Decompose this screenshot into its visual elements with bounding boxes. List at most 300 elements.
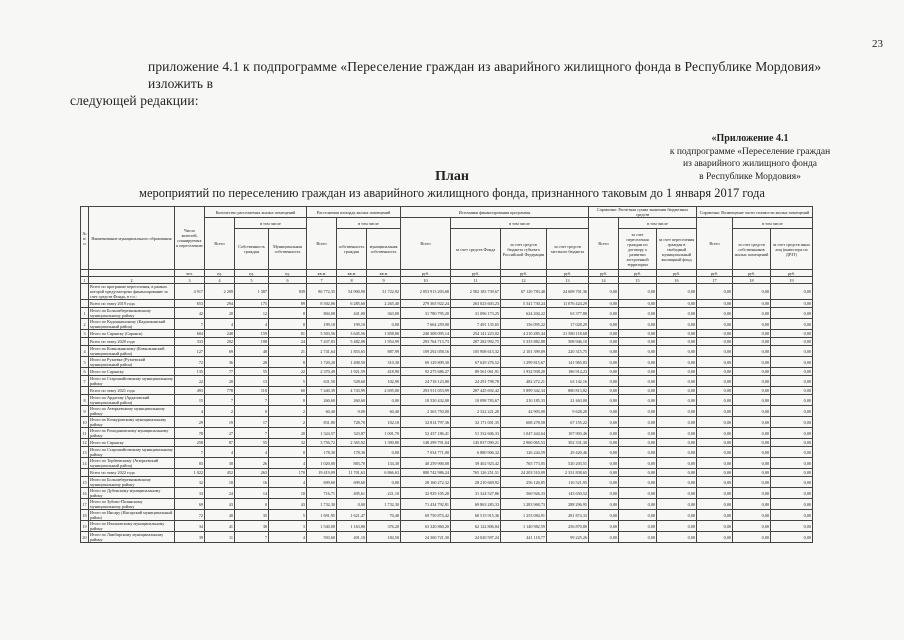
- row-value-cell: 28 160 272,32: [401, 477, 451, 488]
- row-value-cell: 0,00: [589, 387, 619, 395]
- row-number-cell: 17: [81, 499, 89, 510]
- row-value-cell: 0,00: [589, 308, 619, 319]
- row-value-cell: 2 695,00: [367, 387, 401, 395]
- row-value-cell: 0,00: [657, 395, 697, 406]
- row-value-cell: 22: [175, 376, 205, 387]
- row-value-cell: 9 628,20: [547, 406, 589, 417]
- plan-table: [80, 206, 813, 543]
- row-value-cell: 24: [269, 338, 307, 346]
- row-value-cell: 175: [235, 300, 269, 308]
- row-value-cell: 7 491 135,65: [451, 319, 501, 330]
- row-value-cell: 0,00: [771, 338, 813, 346]
- row-value-cell: 0,00: [589, 488, 619, 499]
- row-value-cell: 0,00: [733, 532, 771, 543]
- row-value-cell: 10 330 432,00: [401, 395, 451, 406]
- row-value-cell: 21: [269, 346, 307, 357]
- row-value-cell: 0,00: [589, 469, 619, 477]
- table-row: [81, 346, 813, 357]
- row-value-cell: 0,00: [619, 439, 657, 447]
- row-value-cell: 0,00: [697, 469, 733, 477]
- row-value-cell: 127: [175, 346, 205, 357]
- row-value-cell: 21 580 118,68: [547, 330, 589, 338]
- row-value-cell: 0,00: [589, 477, 619, 488]
- row-value-cell: 35: [235, 510, 269, 521]
- row-name-cell: Итого по Ардатову (Ардатовский муниципальный район): [89, 395, 175, 406]
- row-number-cell: 3: [81, 330, 89, 338]
- row-name-cell: Итого по Лямбирскому муниципальному району: [89, 532, 175, 543]
- header-sources: Источники финансирования программы: [401, 207, 589, 218]
- column-number-cell: 5: [235, 277, 269, 284]
- row-number-cell: [81, 469, 89, 477]
- row-value-cell: 0,00: [619, 406, 657, 417]
- row-value-cell: 5 482,08: [337, 338, 367, 346]
- row-value-cell: 0,00: [589, 395, 619, 406]
- row-value-cell: 36: [205, 357, 235, 368]
- row-value-cell: 765 126 251,51: [451, 469, 501, 477]
- row-value-cell: 4: [269, 458, 307, 469]
- row-value-cell: 199,10: [307, 319, 337, 330]
- row-value-cell: 24 020 597,24: [451, 532, 501, 543]
- row-value-cell: 880 813,82: [547, 387, 589, 395]
- row-number-cell: 19: [81, 521, 89, 532]
- row-value-cell: 0,00: [337, 406, 367, 417]
- row-value-cell: 12: [235, 308, 269, 319]
- row-value-cell: 156 095,22: [501, 319, 547, 330]
- row-value-cell: 0,00: [657, 338, 697, 346]
- row-value-cell: 0: [269, 447, 307, 458]
- annex-line-3: в Республике Мордовия»: [699, 171, 801, 182]
- row-value-cell: 0,00: [771, 439, 813, 447]
- row-value-cell: 108: [235, 338, 269, 346]
- unit-cell: руб.: [501, 270, 547, 277]
- row-value-cell: 221,10: [367, 488, 401, 499]
- row-value-cell: 42 903,00: [501, 406, 547, 417]
- row-value-cell: 29: [175, 417, 205, 428]
- row-value-cell: 0,00: [733, 477, 771, 488]
- row-value-cell: 0,00: [697, 532, 733, 543]
- row-value-cell: 0,00: [771, 521, 813, 532]
- row-value-cell: 41: [205, 521, 235, 532]
- row-value-cell: 256 870,80: [547, 521, 589, 532]
- row-value-cell: 0,00: [619, 387, 657, 395]
- row-value-cell: 1 283 968,73: [501, 499, 547, 510]
- row-value-cell: 4: [175, 406, 205, 417]
- row-value-cell: 493: [175, 387, 205, 395]
- row-value-cell: 67 120 783,40: [501, 284, 547, 300]
- row-value-cell: 0,00: [589, 300, 619, 308]
- row-value-cell: 7: [175, 319, 205, 330]
- row-number-cell: [81, 387, 89, 395]
- row-value-cell: 0,00: [619, 532, 657, 543]
- row-value-cell: 0,00: [589, 330, 619, 338]
- column-number-cell: 7: [307, 277, 337, 284]
- row-value-cell: 0,00: [697, 346, 733, 357]
- column-number-cell: 18: [733, 277, 771, 284]
- row-value-cell: 258: [175, 439, 205, 447]
- row-value-cell: 184,50: [367, 532, 401, 543]
- row-value-cell: 60,40: [307, 406, 337, 417]
- row-value-cell: 0,00: [697, 368, 733, 376]
- row-value-cell: 0,00: [771, 284, 813, 300]
- table-row: [81, 439, 813, 447]
- row-name-cell: Итого по Большеберезниковскому муниципальному району: [89, 477, 175, 488]
- row-number-cell: 15: [81, 477, 89, 488]
- row-value-cell: 24 608 701,36: [547, 284, 589, 300]
- row-value-cell: 839: [269, 284, 307, 300]
- row-value-cell: 256 126,85: [501, 477, 547, 488]
- row-value-cell: 0,00: [697, 521, 733, 532]
- column-number-cell: 2: [89, 277, 175, 284]
- row-value-cell: 5 333 882,88: [501, 338, 547, 346]
- table-row: [81, 319, 813, 330]
- row-number-cell: 9: [81, 406, 89, 417]
- row-value-cell: 81: [269, 330, 307, 338]
- row-value-cell: 186 914,23: [547, 368, 589, 376]
- row-value-cell: 87: [205, 439, 235, 447]
- row-value-cell: 1 390,80: [367, 439, 401, 447]
- row-value-cell: 18: [205, 477, 235, 488]
- row-value-cell: 22: [269, 368, 307, 376]
- row-value-cell: 294: [205, 300, 235, 308]
- row-value-cell: 0,00: [771, 395, 813, 406]
- row-value-cell: 0,00: [367, 447, 401, 458]
- row-value-cell: 0,00: [619, 338, 657, 346]
- row-value-cell: 19: [205, 417, 235, 428]
- row-value-cell: 20: [205, 308, 235, 319]
- row-value-cell: 135: [175, 368, 205, 376]
- row-value-cell: 7: [235, 395, 269, 406]
- header-area-total: Всего: [307, 218, 337, 270]
- row-value-cell: 62 122 806,84: [451, 521, 501, 532]
- row-value-cell: 1 387: [235, 284, 269, 300]
- row-value-cell: 102,90: [367, 376, 401, 387]
- row-value-cell: 109 292 058,16: [401, 346, 451, 357]
- row-value-cell: 1 408,50: [337, 357, 367, 368]
- row-value-cell: 0,00: [657, 469, 697, 477]
- table-row: [81, 499, 813, 510]
- row-value-cell: 0,00: [771, 469, 813, 477]
- table-row: [81, 488, 813, 499]
- row-value-cell: 1 047 444,64: [501, 428, 547, 439]
- row-value-cell: 7 437,03: [307, 338, 337, 346]
- row-value-cell: 4: [235, 447, 269, 458]
- row-value-cell: 0,00: [697, 417, 733, 428]
- row-value-cell: 4: [269, 477, 307, 488]
- column-number-cell: 6: [269, 277, 307, 284]
- row-value-cell: 5: [269, 510, 307, 521]
- row-value-cell: 1 921,59: [337, 368, 367, 376]
- row-value-cell: 1 621,47: [337, 510, 367, 521]
- row-value-cell: 452: [205, 469, 235, 477]
- row-value-cell: 0,00: [733, 376, 771, 387]
- row-value-cell: 43: [205, 499, 235, 510]
- column-number-cell: 1: [81, 277, 89, 284]
- row-value-cell: 48: [235, 346, 269, 357]
- row-value-cell: 0,00: [697, 300, 733, 308]
- table-row: [81, 330, 813, 338]
- row-value-cell: 1 020,00: [307, 458, 337, 469]
- row-value-cell: 8 502,06: [307, 300, 337, 308]
- row-value-cell: 0,00: [733, 284, 771, 300]
- row-value-cell: 363,00: [367, 308, 401, 319]
- row-value-cell: 0,00: [733, 521, 771, 532]
- row-value-cell: 0,00: [589, 447, 619, 458]
- row-value-cell: 0,00: [771, 406, 813, 417]
- row-value-cell: 418,90: [367, 368, 401, 376]
- row-value-cell: 699,60: [307, 477, 337, 488]
- row-value-cell: 0,00: [337, 499, 367, 510]
- unit-cell: кв.м: [337, 270, 367, 277]
- row-value-cell: 0,00: [589, 346, 619, 357]
- units-row: [81, 270, 813, 277]
- row-name-cell: Итого по Кочкуровскому муниципальному району: [89, 417, 175, 428]
- row-value-cell: 0,00: [771, 319, 813, 330]
- row-value-cell: 0,00: [619, 469, 657, 477]
- row-value-cell: 2 101 399,09: [501, 346, 547, 357]
- unit-cell: руб.: [771, 270, 813, 277]
- column-number-cell: 13: [547, 277, 589, 284]
- row-value-cell: 40: [205, 510, 235, 521]
- table-row: [81, 458, 813, 469]
- row-value-cell: 32: [175, 477, 205, 488]
- row-value-cell: 7 034 771,00: [401, 447, 451, 458]
- column-number-cell: 9: [367, 277, 401, 284]
- row-name-cell: Всего по программе переселения, в рамках которой предусмотрено финансирование за счет средств Фонда, в т.ч.:: [89, 284, 175, 300]
- table-row: [81, 532, 813, 543]
- row-value-cell: 83: [175, 458, 205, 469]
- row-value-cell: 86 772,35: [307, 284, 337, 300]
- row-value-cell: 0,00: [697, 428, 733, 439]
- header-ref-economy: Справочно: Расчетная сумма экономии бюджетных средств: [589, 207, 697, 218]
- table-row: [81, 338, 813, 346]
- row-value-cell: 281 874,33: [547, 510, 589, 521]
- table-row: [81, 406, 813, 417]
- row-value-cell: 0,00: [657, 300, 697, 308]
- row-value-cell: 0,00: [733, 510, 771, 521]
- row-value-cell: 28: [235, 357, 269, 368]
- row-value-cell: 0,00: [697, 330, 733, 338]
- column-number-cell: 14: [589, 277, 619, 284]
- row-value-cell: 0,00: [657, 346, 697, 357]
- row-value-cell: 0,00: [733, 300, 771, 308]
- row-value-cell: 0,00: [589, 439, 619, 447]
- row-value-cell: 293 764 713,73: [401, 338, 451, 346]
- row-number-cell: 4: [81, 346, 89, 357]
- unit-cell: руб.: [619, 270, 657, 277]
- header-area: Расселяемая площадь жилых помещений: [307, 207, 401, 218]
- row-value-cell: 15: [175, 395, 205, 406]
- row-value-cell: 0,00: [589, 521, 619, 532]
- row-value-cell: 0,00: [657, 458, 697, 469]
- header-rooms-incl: в том числе: [235, 218, 307, 229]
- row-value-cell: 765 773,05: [501, 458, 547, 469]
- row-value-cell: 1 954,99: [367, 338, 401, 346]
- header-econ-free: за счет переселения граждан в свободный муниципальный жилищный фонд: [657, 229, 697, 270]
- row-name-cell: Итого по Большеберезниковскому муниципальному району: [89, 308, 175, 319]
- row-value-cell: 240: [205, 330, 235, 338]
- row-value-cell: 0,00: [771, 368, 813, 376]
- unit-cell: ед.: [205, 270, 235, 277]
- column-number-cell: 12: [501, 277, 547, 284]
- row-value-cell: 0,00: [733, 439, 771, 447]
- header-src-incl: в том числе: [451, 218, 589, 229]
- row-number-cell: [81, 338, 89, 346]
- row-value-cell: 0,00: [697, 458, 733, 469]
- row-value-cell: 0,00: [657, 477, 697, 488]
- row-value-cell: 0,00: [733, 417, 771, 428]
- row-value-cell: 199,10: [337, 319, 367, 330]
- row-value-cell: 0,00: [657, 387, 697, 395]
- header-comp-incl: в том числе: [733, 218, 813, 229]
- row-value-cell: 51 332 606,33: [451, 428, 501, 439]
- row-value-cell: 134,30: [367, 458, 401, 469]
- row-number-cell: 20: [81, 532, 89, 543]
- row-value-cell: 32 929 105,20: [401, 488, 451, 499]
- column-number-cell: 8: [337, 277, 367, 284]
- row-value-cell: 28 210 669,92: [451, 477, 501, 488]
- row-value-cell: 5: [269, 376, 307, 387]
- row-value-cell: 0,00: [733, 319, 771, 330]
- page-number: 23: [872, 38, 883, 50]
- row-value-cell: 2 853 913 203,68: [401, 284, 451, 300]
- row-value-cell: 0,00: [771, 447, 813, 458]
- row-name-cell: Итого по Дубенскому муниципальному району: [89, 488, 175, 499]
- column-number-row: [81, 277, 813, 284]
- row-value-cell: 0,00: [733, 428, 771, 439]
- row-value-cell: 4 210 285,44: [501, 330, 547, 338]
- row-value-cell: 0,00: [589, 458, 619, 469]
- row-value-cell: 0,00: [619, 521, 657, 532]
- row-value-cell: 2 331 838,65: [547, 469, 589, 477]
- row-value-cell: 302 331,30: [547, 439, 589, 447]
- table-row: [81, 376, 813, 387]
- row-value-cell: 52 437 186,41: [401, 428, 451, 439]
- header-src-region: за счет средств бюджета субъекта Российской Федерации: [501, 229, 547, 270]
- row-value-cell: 0,00: [733, 488, 771, 499]
- row-value-cell: 560 926,33: [501, 488, 547, 499]
- row-value-cell: 0,00: [589, 417, 619, 428]
- unit-cell: ед.: [269, 270, 307, 277]
- row-value-cell: 0,00: [733, 469, 771, 477]
- row-value-cell: 116 521,95: [547, 477, 589, 488]
- row-number-cell: [81, 300, 89, 308]
- row-value-cell: 143 650,52: [547, 488, 589, 499]
- row-number-cell: 1: [81, 308, 89, 319]
- row-value-cell: 42: [175, 308, 205, 319]
- row-value-cell: 2 322 221,20: [451, 406, 501, 417]
- row-value-cell: 0,00: [619, 330, 657, 338]
- row-number-cell: 11: [81, 428, 89, 439]
- unit-cell: руб.: [657, 270, 697, 277]
- header-people: Число жителей, планируемых к переселению: [175, 207, 205, 270]
- row-value-cell: 0,00: [657, 417, 697, 428]
- header-econ-dev: за счет переселения граждан по договору о развитии застроенной территории: [619, 229, 657, 270]
- row-number-cell: 13: [81, 447, 89, 458]
- row-value-cell: 887,99: [367, 346, 401, 357]
- row-value-cell: 0,00: [771, 308, 813, 319]
- row-value-cell: 0,00: [619, 368, 657, 376]
- row-value-cell: 593,60: [307, 532, 337, 543]
- row-value-cell: 0,00: [589, 510, 619, 521]
- table-row: [81, 300, 813, 308]
- column-number-cell: 16: [657, 277, 697, 284]
- row-value-cell: 0,00: [589, 532, 619, 543]
- row-value-cell: 279 365 922,24: [401, 300, 451, 308]
- unit-cell: [89, 270, 175, 277]
- row-value-cell: 0,00: [657, 439, 697, 447]
- row-value-cell: 0,00: [697, 319, 733, 330]
- row-value-cell: 0,00: [589, 284, 619, 300]
- row-name-cell: Итого по Саранску: [89, 439, 175, 447]
- row-value-cell: 107 903,46: [547, 428, 589, 439]
- row-value-cell: 0,00: [619, 510, 657, 521]
- column-number-cell: 17: [697, 277, 733, 284]
- header-src-fund: за счет средств Фонда: [451, 229, 501, 270]
- row-value-cell: 0,00: [619, 447, 657, 458]
- row-value-cell: 1 732,30: [367, 499, 401, 510]
- row-value-cell: 1 853,65: [337, 346, 367, 357]
- row-value-cell: 26: [235, 458, 269, 469]
- row-value-cell: 2 265,40: [367, 300, 401, 308]
- unit-cell: кв.м: [367, 270, 401, 277]
- row-value-cell: 288 296,95: [547, 499, 589, 510]
- row-name-cell: Итого по Старошайговскому муниципальному району: [90, 376, 174, 386]
- header-comp-owners: за счет средств собственников жилых помещений: [733, 229, 771, 270]
- intro-line-2: следующей редакции:: [70, 93, 199, 108]
- row-value-cell: 0,00: [733, 447, 771, 458]
- row-value-cell: 13: [235, 376, 269, 387]
- row-value-cell: 17 028,29: [547, 319, 589, 330]
- row-value-cell: 55: [235, 439, 269, 447]
- row-name-cell: Всего по этапу 2021 года: [89, 387, 175, 395]
- row-value-cell: 287 282 992,75: [451, 338, 501, 346]
- row-value-cell: 0,00: [619, 428, 657, 439]
- row-value-cell: 0,00: [619, 417, 657, 428]
- row-value-cell: 240 308 095,14: [401, 330, 451, 338]
- row-value-cell: 32 171 001,35: [451, 417, 501, 428]
- row-value-cell: 263 023 603,23: [451, 300, 501, 308]
- row-value-cell: 0,00: [771, 458, 813, 469]
- row-value-cell: 2: [269, 406, 307, 417]
- row-value-cell: 0,00: [733, 458, 771, 469]
- row-value-cell: 0,00: [697, 477, 733, 488]
- row-value-cell: 0,00: [733, 499, 771, 510]
- row-value-cell: 3: [269, 521, 307, 532]
- row-value-cell: 0,00: [657, 521, 697, 532]
- column-number-cell: 15: [619, 277, 657, 284]
- header-rooms: Количество расселяемых жилых помещений: [205, 207, 307, 218]
- unit-cell: кв.м: [307, 270, 337, 277]
- unit-cell: руб.: [547, 270, 589, 277]
- row-value-cell: 0,00: [619, 284, 657, 300]
- row-value-cell: 145 837 090,21: [451, 439, 501, 447]
- row-value-cell: 1 022: [175, 469, 205, 477]
- row-value-cell: 653: [175, 300, 205, 308]
- row-value-cell: 210 185,33: [501, 395, 547, 406]
- row-value-cell: 0,00: [619, 308, 657, 319]
- row-value-cell: 0,00: [733, 387, 771, 395]
- row-value-cell: 376,20: [367, 521, 401, 532]
- row-value-cell: 520 203,51: [547, 458, 589, 469]
- row-value-cell: 159: [235, 330, 269, 338]
- plan-subtitle: мероприятий по переселению граждан из аварийного жилищного фонда, признанного таковым до 1 января 2017 года: [139, 186, 765, 200]
- row-value-cell: 72: [175, 357, 205, 368]
- row-value-cell: 7: [235, 532, 269, 543]
- table-row: [81, 417, 813, 428]
- row-value-cell: 0,00: [589, 319, 619, 330]
- row-value-cell: 495,61: [337, 488, 367, 499]
- table-row: [81, 428, 813, 439]
